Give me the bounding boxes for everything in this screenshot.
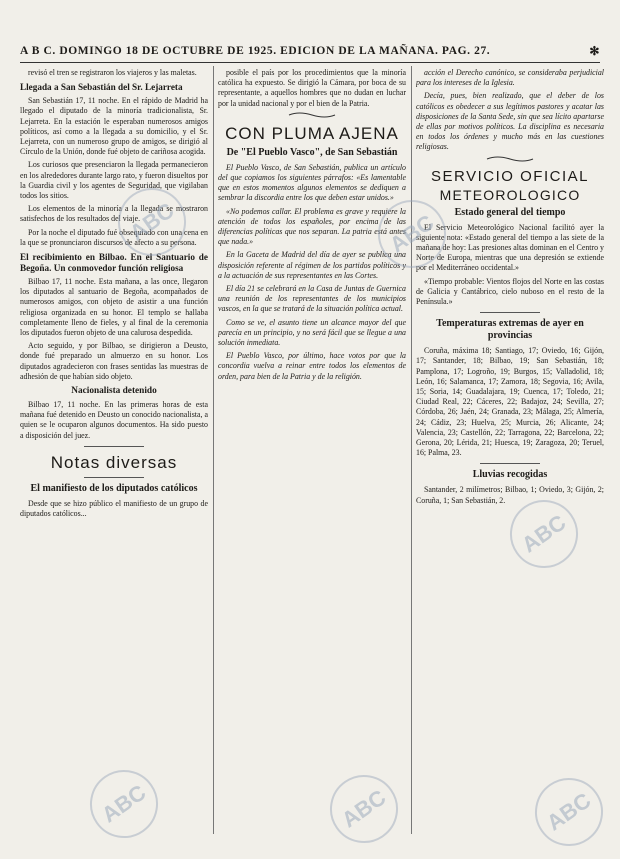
ornament-icon (485, 156, 535, 162)
article-paragraph: Santander, 2 milímetros; Bilbao, 1; Oviedo, 3; Gijón, 2; Coruña, 1; San Sebastián, 2. (416, 485, 604, 505)
article-paragraph: revisó el tren se registraron los viajeros y las maletas. (28, 68, 197, 77)
masthead (20, 42, 600, 60)
section-title: SERVICIO OFICIAL (431, 167, 589, 185)
column-divider (411, 66, 412, 834)
article-paragraph: «No podemos callar. El problema es grave y requiere la atención de todos los españoles, por encima de las diferencias políticas que nos separan. La patria está antes que nada.» (218, 206, 406, 247)
article-paragraph: Por la noche el diputado fué obsequiado con una cena en la que se pronunciaron discursos de afecto a su persona. (20, 227, 208, 247)
article-paragraph: El Pueblo Vasco, de San Sebastián, publica un artículo del que copiamos los siguientes párrafos: «Es lamentable que en estos momentos algunos elementos se dediquen a sembrar la discordia entre los que deben estar unidos.» (218, 162, 406, 203)
divider (480, 463, 540, 464)
column-3 (416, 68, 604, 834)
watermark-stamp: ABC (522, 765, 617, 859)
article-headline: Estado general del tiempo (454, 206, 566, 218)
article-paragraph: Como se ve, el asunto tiene un alcance mayor del que parecía en un principio, y no será fácil que se llegue a una solución inmediata. (218, 317, 406, 348)
article-paragraph: Bilbao 17, 11 noche. En las primeras horas de esta mañana fué detenido en Deusto un conocido nacionalista, a quien se le ocuparon algunos documentos. Ha sido puesto a disposición del juez. (20, 400, 208, 440)
article-paragraph: El día 21 se celebrará en la Casa de Juntas de Guernica una reunión de los representantes de los municipios vascos, en la que se tratará de la situación política actual. (218, 284, 406, 314)
article-paragraph: Coruña, máxima 18; Santiago, 17; Oviedo, 16; Gijón, 17; Santander, 18; Bilbao, 19; San Sebastián, 18; Pamplona, 17; Logroño, 19; Burgos, 15; Valladolid, 18; León, 16; Salamanca, 17; Zamora, 18; Segovia, 16; Avila, 15; Soria, 14; Guadalajara, 19; Cuenca, 17; Toledo, 21; Ciudad Real, 22; Cáceres, 22; Badajoz, 24; Sevilla, 27; Córdoba, 26; Jaén, 24; Granada, 23; Málaga, 25; Almería, 24; Cádiz, 23; Huelva, 25; Murcia, 26; Alicante, 24; Valencia, 23; Castellón, 22; Tarragona, 22; Barcelona, 22; Gerona, 20; Lérida, 21; Huesca, 19; Zaragoza, 20; Teruel, 16; Palma, 23. (416, 346, 604, 458)
article-headline: Temperaturas extremas de ayer en provincias (436, 318, 584, 342)
article-paragraph: El Servicio Meteorológico Nacional facilitó ayer la siguiente nota: «Estado general del tiempo a las siete de la mañana de hoy: Las presiones altas dominan en el Centro y Norte de Europa, mientras que una depresión se extiende por el Mediterráneo occidental.» (416, 222, 604, 273)
article-headline: El manifiesto de los diputados católicos (30, 482, 198, 494)
divider (84, 446, 144, 447)
article-paragraph: posible el país por los procedimientos que la minoría católica ha expuesto. Se dirigió la Cámara, por boca de su representante, a aquellos hombres que no dudan en luchar por la unidad nacional y por el bien de la Patria. (218, 68, 406, 108)
column-2 (218, 68, 406, 834)
article-paragraph: Desde que se hizo público el manifiesto de un grupo de diputados católicos... (20, 498, 208, 519)
article-headline: Llegada a San Sebastián del Sr. Lejarreta (20, 82, 183, 93)
article-paragraph: En la Gaceta de Madrid del día de ayer se publica una disposición referente al régimen de los partidos políticos y a la actuación de sus representantes en las Cortes. (218, 250, 406, 280)
article-headline: Lluvias recogidas (472, 469, 548, 481)
star-icon: ✻ (589, 43, 600, 58)
top-rule (20, 62, 600, 63)
article-headline: Nacionalista detenido (71, 386, 157, 397)
divider (84, 477, 144, 478)
column-1 (20, 68, 208, 834)
article-paragraph: El Pueblo Vasco, por último, hace votos por que la concordia vuelva a reinar entre todos los elementos de orden, para bien de la Patria y de la religión. (218, 351, 406, 381)
watermark-stamp: ABC (317, 762, 412, 857)
ornament-icon (287, 112, 337, 118)
watermark-stamp: ABC (105, 175, 200, 270)
watermark-stamp: ABC (497, 487, 592, 582)
masthead-text: A B C. DOMINGO 18 DE OCTUBRE DE 1925. EDICION DE LA MAÑANA. PAG. 27. (20, 45, 491, 57)
section-title: METEOROLOGICO (439, 186, 581, 203)
article-paragraph: San Sebastián 17, 11 noche. En el rápido de Madrid ha llegado el diputado de la minoría tradicionalista, Sr. Lejarreta. En la estación le esperaban numerosos amigos políticos, así como a la llegada a su domicilio, y el Sr. Lejarreta, con un numeroso grupo de amigos, se dirigió al Círculo de la Unión, donde fué objeto de cariñosa acogida. (20, 96, 208, 157)
article-paragraph: acción el Derecho canónico, se consideraba perjudicial para los intereses de la Iglesia. (416, 68, 604, 88)
article-headline: El recibimiento en Bilbao. En el Santuario de Begoña. Un conmovedor función religiosa (20, 252, 208, 274)
article-paragraph: Decía, pues, bien realizado, que el deber de los católicos es obedecer a sus legítimos pastores y acatar las disposiciones de la Santa Sede, sin que sea lícito apartarse de ellas por motivos políticos. La disciplina es necesaria en todos los órdenes y mucho más en las cuestiones religiosas. (416, 91, 604, 152)
article-paragraph: «Tiempo probable: Vientos flojos del Norte en las costas de Galicia y Cantábrico, cielo nuboso en el resto de la Península.» (416, 276, 604, 307)
section-title: Notas diversas (50, 452, 178, 472)
article-paragraph: Los curiosos que presenciaron la llegada permanecieron en los alrededores durante largo rato, y fueron disueltos por la Guardia civil y los agentes de Seguridad, que vigilaban todos los sitios. (20, 160, 208, 201)
section-title: CON PLUMA AJENA (225, 123, 399, 143)
watermark-stamp: ABC (77, 757, 172, 852)
article-subtitle: De "El Pueblo Vasco", de San Sebastián (226, 146, 398, 158)
article-paragraph: Los elementos de la minoría a la llegada se mostraron satisfechos de los resultados del viaje. (20, 204, 208, 224)
column-divider (213, 66, 214, 834)
watermark-stamp: ABC (365, 187, 460, 282)
article-paragraph: Acto seguido, y por Bilbao, se dirigieron a Deusto, donde fué preparado un almuerzo en su honor. Los diputados agradecieron con frases sentidas las muestras de adhesión de que habían sido objeto. (20, 341, 208, 381)
article-paragraph: Bilbao 17, 11 noche. Esta mañana, a las once, llegaron los diputados al santuario de Begoña, acompañados de numerosos amigos, con objeto de asistir a una función religiosa organizada en su honor. El templo se hallaba completamente lleno de fieles, y al final de la ceremonia los diputados fueron objeto de una calurosa despedida. (20, 277, 208, 338)
divider (480, 312, 540, 313)
